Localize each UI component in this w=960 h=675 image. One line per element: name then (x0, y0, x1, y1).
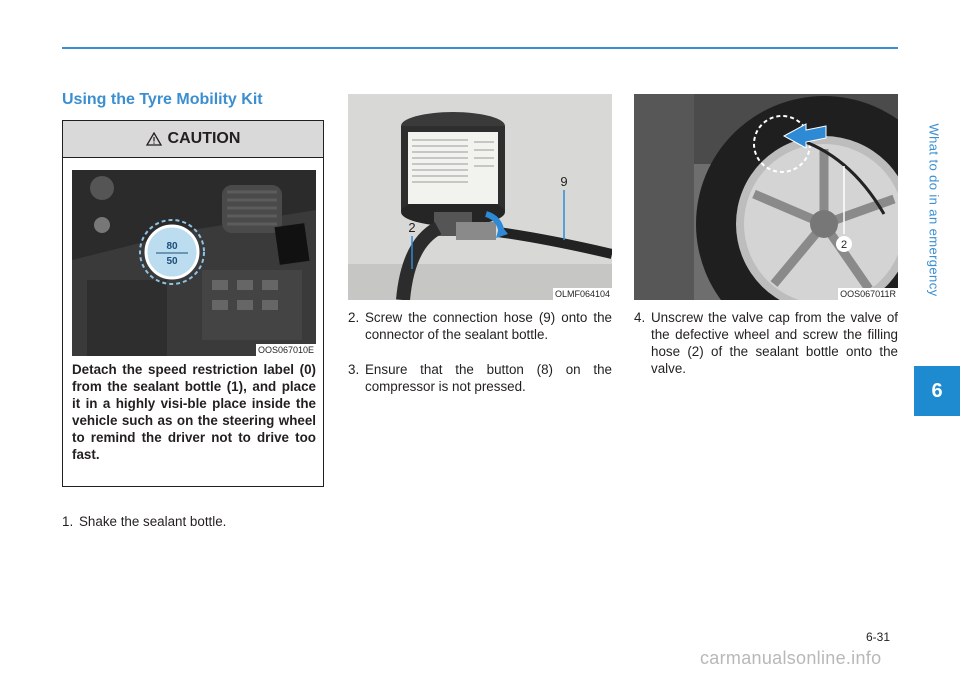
step-3-number: 3. (348, 362, 360, 377)
step-2-number: 2. (348, 310, 360, 325)
chapter-tab: 6 (914, 366, 960, 416)
step-1-number: 1. (62, 514, 74, 529)
sealant-bottle-figure (348, 94, 612, 300)
header-rule (62, 47, 898, 49)
step-4-number: 4. (634, 310, 646, 325)
callout-2-valve: 2 (840, 239, 848, 251)
step-1-text: Shake the sealant bottle. (79, 514, 227, 529)
watermark: carmanualsonline.info (700, 648, 882, 668)
step-1 (62, 513, 324, 530)
step-3-text: Ensure that the button (8) on the compressor is not pressed. (365, 362, 612, 394)
chapter-side-label-text: What to do in an emergency (926, 123, 942, 297)
caution-text: Detach the speed restriction label (0) from the sealant bottle (1), and place it in a highly visi-ble place inside the vehicle such as on the steering wheel to remind the driver not to drive too fast. (72, 362, 316, 462)
page-number: 6-31 (866, 630, 891, 644)
callout-2-bottle: 2 (408, 220, 416, 235)
label-speed-50: 50 (166, 256, 178, 267)
step-2 (348, 309, 612, 343)
wheel-valve-figure (634, 94, 898, 300)
section-title: Using the Tyre Mobility Kit (62, 91, 263, 108)
chapter-side-label (914, 60, 954, 360)
caution-heading-text: CAUTION (167, 130, 241, 147)
callout-9: 9 (560, 174, 568, 189)
step-3 (348, 361, 612, 395)
dashboard-figure (72, 170, 316, 356)
figure-code-wheel: OOS067011R (840, 289, 896, 299)
label-speed-80: 80 (166, 241, 178, 252)
caution-box (62, 120, 324, 487)
figure-code-caution: OOS067010E (257, 345, 314, 355)
step-2-text: Screw the connection hose (9) onto the connector of the sealant bottle. (365, 310, 612, 342)
figure-code-bottle: OLMF064104 (554, 289, 610, 299)
step-4 (634, 309, 898, 377)
step-4-text: Unscrew the valve cap from the valve of the defective wheel and screw the filling hose (2) of the sealant bottle onto the valve. (651, 310, 898, 376)
caution-heading (63, 121, 323, 158)
warning-icon (146, 132, 162, 146)
